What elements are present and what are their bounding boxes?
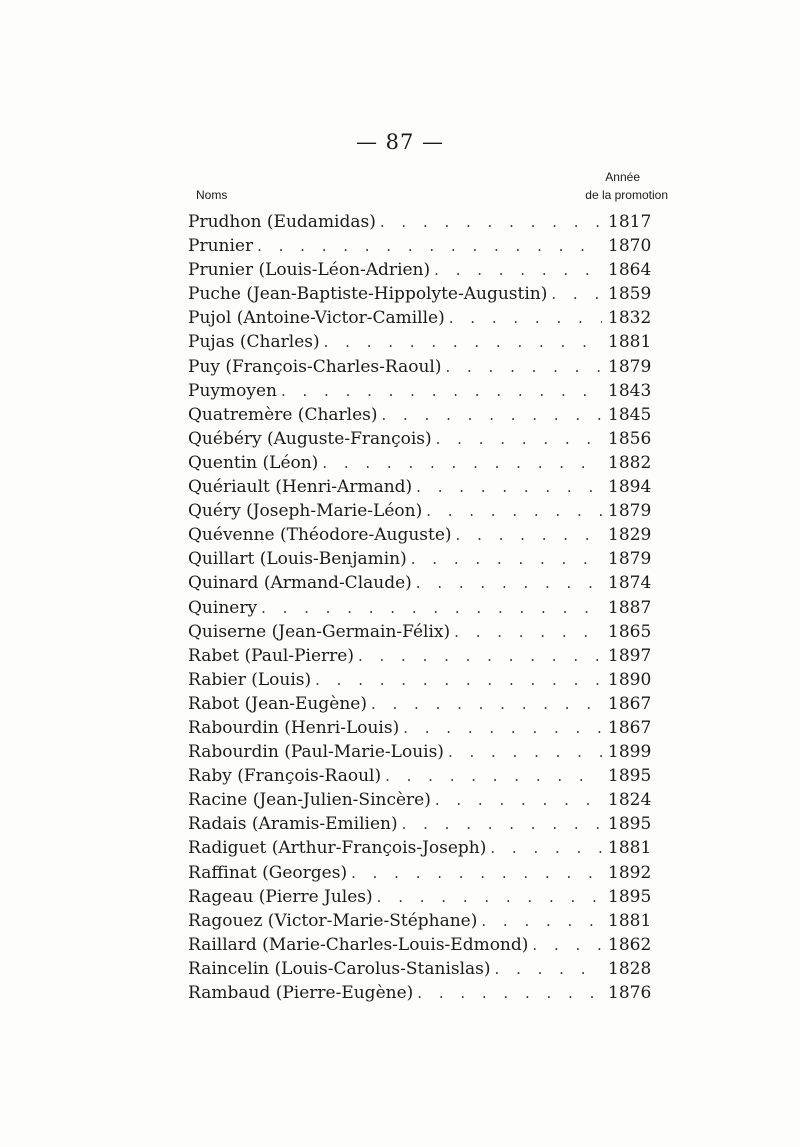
entry-year: 1870 (608, 236, 652, 257)
list-item (188, 260, 652, 284)
dot-leader (532, 936, 602, 954)
entry-year: 1824 (608, 790, 652, 811)
entry-name: Rambaud (Pierre-Eugène) (188, 983, 414, 1003)
list-item (188, 501, 652, 525)
dot-leader (436, 430, 602, 448)
dot-leader (322, 454, 602, 472)
entry-year: 1895 (608, 814, 652, 835)
list-item (188, 428, 652, 453)
entry-year: 1890 (608, 669, 652, 690)
dot-leader (351, 864, 602, 882)
column-header (188, 168, 668, 208)
list-item (188, 934, 652, 959)
entry-name: Québéry (Auguste-François) (188, 428, 432, 449)
entry-year: 1829 (608, 525, 652, 546)
dot-leader (495, 960, 602, 978)
entry-year: 1864 (608, 260, 652, 281)
entry-year: 1881 (608, 910, 652, 931)
header-promotion: de la promotion (585, 188, 668, 202)
entry-year: 1882 (608, 452, 652, 473)
list-item (188, 790, 652, 814)
list-item (188, 693, 652, 718)
list-item (188, 308, 652, 332)
entry-year: 1876 (608, 983, 652, 1003)
list-item (188, 838, 652, 862)
entry-year: 1887 (608, 597, 652, 618)
page-number: — 87 — (355, 130, 445, 154)
list-item (188, 958, 652, 983)
list-item (188, 645, 652, 670)
dot-leader (416, 574, 602, 592)
dot-leader (380, 213, 602, 231)
dot-leader (490, 839, 602, 857)
entry-year: 1865 (608, 621, 652, 642)
dot-leader (261, 599, 602, 617)
entry-name: Puche (Jean-Baptiste-Hippolyte-Augustin) (188, 284, 548, 305)
list-item (188, 332, 652, 356)
entry-year: 1899 (608, 742, 652, 763)
entry-year: 1856 (608, 428, 652, 449)
dot-leader (358, 647, 602, 665)
dot-leader (434, 261, 602, 279)
dot-leader (456, 526, 602, 544)
dot-leader (281, 382, 602, 400)
entry-name: Quériault (Henri-Armand) (188, 477, 413, 498)
entry-name: Rageau (Pierre Jules) (188, 886, 373, 907)
list-item (188, 356, 652, 381)
entry-name: Racine (Jean-Julien-Sincère) (188, 790, 431, 811)
entry-year: 1879 (608, 501, 652, 522)
entry-year: 1881 (608, 838, 652, 859)
entry-name: Pujas (Charles) (188, 332, 320, 353)
entry-year: 1867 (608, 693, 652, 714)
list-item (188, 573, 652, 597)
entry-name: Quinard (Armand-Claude) (188, 573, 412, 594)
dot-leader (382, 406, 602, 424)
entry-name: Quentin (Léon) (188, 452, 319, 473)
entry-name: Quéry (Joseph-Marie-Léon) (188, 501, 423, 522)
dot-leader (449, 309, 602, 327)
dot-leader (454, 623, 602, 641)
entry-name: Prunier (188, 236, 254, 257)
entry-year: 1897 (608, 645, 652, 666)
list-item (188, 477, 652, 501)
list-item (188, 862, 652, 887)
list-item (188, 717, 652, 742)
list-item (188, 452, 652, 477)
entry-year: 1892 (608, 862, 652, 883)
entry-year: 1832 (608, 308, 652, 329)
entry-name: Prudhon (Eudamidas) (188, 212, 376, 232)
entry-name: Radais (Aramis-Emilien) (188, 814, 398, 835)
list-item (188, 766, 652, 790)
dot-leader (324, 333, 602, 351)
dot-leader (445, 358, 602, 376)
dot-leader (551, 285, 602, 303)
entry-name: Raby (François-Raoul) (188, 766, 382, 787)
dot-leader (435, 791, 602, 809)
entry-year: 1895 (608, 766, 652, 787)
list-item (188, 814, 652, 838)
dot-leader (315, 671, 602, 689)
list-item (188, 597, 652, 622)
entry-name: Pujol (Antoine-Victor-Camille) (188, 308, 445, 329)
entry-name: Quévenne (Théodore-Auguste) (188, 525, 452, 546)
dot-leader (377, 888, 602, 906)
entry-name: Puymoyen (188, 380, 277, 401)
list-item (188, 886, 652, 911)
entry-name: Raillard (Marie-Charles-Louis-Edmond) (188, 934, 529, 955)
entry-name: Radiguet (Arthur-François-Joseph) (188, 838, 487, 859)
list-item (188, 549, 652, 573)
list-item (188, 621, 652, 646)
entry-name: Quiserne (Jean-Germain-Félix) (188, 621, 451, 642)
list-item (188, 669, 652, 694)
dot-leader (371, 695, 602, 713)
entry-year: 1859 (608, 284, 652, 305)
list-item (188, 380, 652, 405)
list-item (188, 404, 652, 429)
entry-year: 1874 (608, 573, 652, 594)
dot-leader (403, 719, 602, 737)
entry-name: Puy (François-Charles-Raoul) (188, 356, 442, 377)
entry-name: Rabot (Jean-Eugène) (188, 693, 367, 714)
entry-name: Quillart (Louis-Benjamin) (188, 549, 407, 570)
dot-leader (411, 550, 602, 568)
list-item (188, 284, 652, 308)
list-item (188, 742, 652, 766)
list-item (188, 910, 652, 935)
entry-year: 1881 (608, 332, 652, 353)
dot-leader (417, 984, 602, 1002)
entry-name: Raffinat (Georges) (188, 862, 348, 883)
header-annee: Année (605, 170, 640, 184)
entry-year: 1895 (608, 886, 652, 907)
entry-name: Rabourdin (Henri-Louis) (188, 717, 400, 738)
list-item (188, 236, 652, 260)
dot-leader (448, 743, 602, 761)
list-item (188, 212, 652, 236)
dot-leader (257, 237, 602, 255)
dot-leader (385, 767, 602, 785)
dot-leader (416, 478, 602, 496)
entry-name: Raincelin (Louis-Carolus-Stanislas) (188, 958, 491, 979)
dot-leader (402, 815, 602, 833)
list-item (188, 983, 652, 1007)
entry-name: Rabier (Louis) (188, 669, 312, 690)
entry-year: 1894 (608, 477, 652, 498)
header-noms: Noms (196, 188, 228, 202)
entry-year: 1867 (608, 717, 652, 738)
entry-name: Rabourdin (Paul-Marie-Louis) (188, 742, 444, 763)
entry-year: 1862 (608, 934, 652, 955)
list-item (188, 525, 652, 549)
entry-year: 1879 (608, 549, 652, 570)
entry-name: Prunier (Louis-Léon-Adrien) (188, 260, 431, 281)
entry-year: 1845 (608, 404, 652, 425)
entry-name: Ragouez (Victor-Marie-Stéphane) (188, 910, 478, 931)
entry-list (188, 212, 652, 1007)
entry-year: 1879 (608, 356, 652, 377)
entry-year: 1843 (608, 380, 652, 401)
entry-name: Quatremère (Charles) (188, 404, 378, 425)
entry-year: 1817 (608, 212, 652, 232)
entry-name: Quinery (188, 597, 258, 618)
entry-name: Rabet (Paul-Pierre) (188, 645, 354, 666)
entry-year: 1828 (608, 958, 652, 979)
dot-leader (426, 502, 602, 520)
dot-leader (481, 912, 602, 930)
